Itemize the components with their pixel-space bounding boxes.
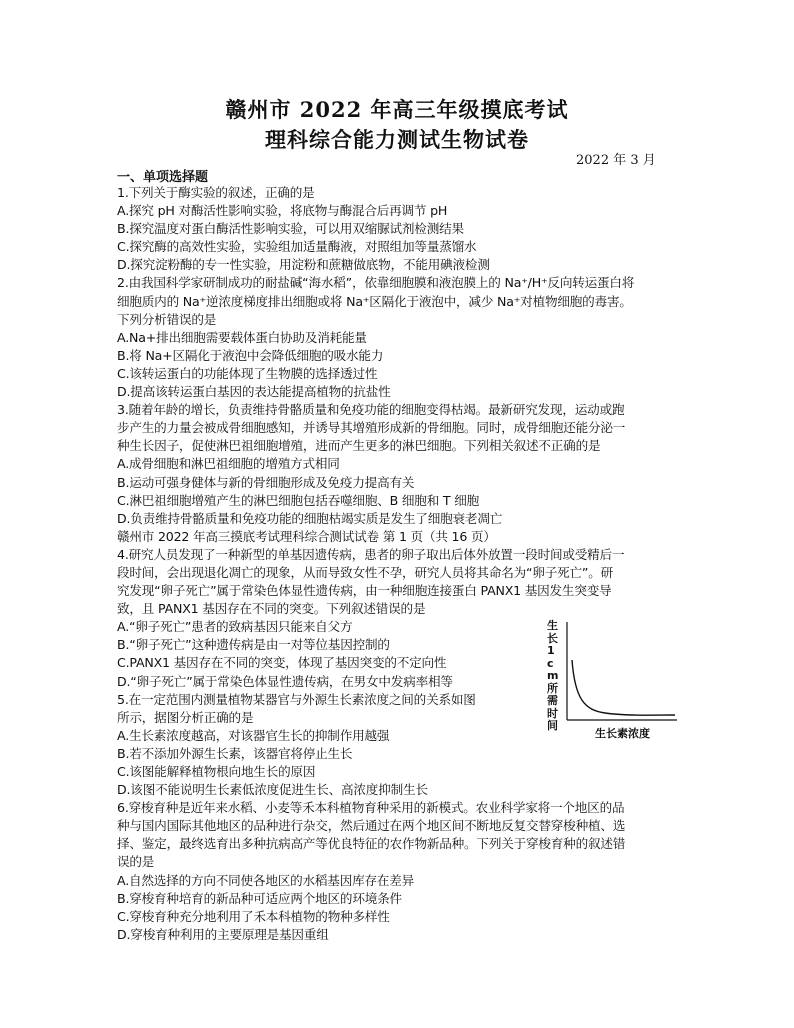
document-title: 赣州市 2022 年高三年级摸底考试 <box>225 97 569 122</box>
text-line: 2.由我国科学家研制成功的耐盐碱“海水稻”，依靠细胞膜和液泡膜上的 Na⁺/H⁺反向转运蛋白将 <box>117 275 635 291</box>
text-line: A.成骨细胞和淋巴祖细胞的增殖方式相同 <box>117 456 340 472</box>
text-line: B.若不添加外源生长素，该器官将停止生长 <box>117 745 353 761</box>
text-line: 3.随着年龄的增长，负责维持骨骼质量和免疫功能的细胞变得枯竭。最新研究发现，运动或跑 <box>117 402 625 418</box>
text-line: C.该转运蛋白的功能体现了生物膜的选择透过性 <box>117 365 378 381</box>
text-line: A.Na+排出细胞需要载体蛋白协助及消耗能量 <box>117 329 367 345</box>
text-line: C.该图能解释植物根向地生长的原因 <box>117 764 316 779</box>
text-line: 种与国内国际其他地区的品种进行杂交，然后通过在两个地区间不断地反复交替穿梭种植、选 <box>117 818 626 834</box>
figure-y-label: 生长1cm所需时间 <box>547 619 559 732</box>
text-line: C.穿梭育种充分地利用了禾本科植物的物种多样性 <box>117 908 390 924</box>
text-line: 段时间，会出现退化凋亡的现象，从而导致女性不孕，研究人员将其命名为“卵子死亡”。研 <box>117 564 614 580</box>
text-line: 致，且 PANX1 基因存在不同的突变。下列叙述错误的是 <box>117 601 426 617</box>
text-line: B.将 Na+区隔化于液泡中会降低细胞的吸水能力 <box>117 347 384 363</box>
text-line: C.淋巴祖细胞增殖产生的淋巴细胞包括吞噬细胞、B 细胞和 T 细胞 <box>117 492 479 508</box>
text-line: 6.穿梭育种是近年来水稻、小麦等禾本科植物育种采用的新模式。农业科学家将一个地区的品 <box>117 800 625 816</box>
text-line: B.“卵子死亡”这种遗传病是由一对等位基因控制的 <box>117 637 390 653</box>
text-line: A.生长素浓度越高，对该器官生长的抑制作用越强 <box>117 727 390 743</box>
growth-figure <box>535 612 685 747</box>
text-line: 4.研究人员发现了一种新型的单基因遗传病，患者的卵子取出后体外放置一段时间或受精后一 <box>117 546 625 562</box>
text-line: 误的是 <box>117 854 155 870</box>
document-subtitle: 理科综合能力测试生物试卷 <box>265 127 529 152</box>
text-line: B.穿梭育种培育的新品种可适应两个地区的环境条件 <box>117 890 402 906</box>
text-line: 所示，据图分析正确的是 <box>117 709 254 725</box>
text-line: D.探究淀粉酶的专一性实验，用淀粉和蔗糖做底物，不能用碘液检测 <box>117 257 490 273</box>
text-line: D.穿梭育种利用的主要原理是基因重组 <box>117 926 329 942</box>
text-line: 赣州市 2022 年高三摸底考试理科综合测试试卷 第 1 页（共 16 页） <box>117 528 496 544</box>
text-line: A.“卵子死亡”患者的致病基因只能来自父方 <box>117 619 353 635</box>
text-line: 5.在一定范围内测量植物某器官与外源生长素浓度之间的关系如图 <box>117 691 476 707</box>
section-heading: 一、单项选择题 <box>117 170 209 185</box>
text-line: 种生长因子，促使淋巴祖细胞增殖，进而产生更多的淋巴细胞。下列相关叙述不正确的是 <box>117 438 601 454</box>
text-line: B.探究温度对蛋白酶活性影响实验，可以用双缩脲试剂检测结果 <box>117 221 464 237</box>
text-line: A.探究 pH 对酶活性影响实验，将底物与酶混合后再调节 pH <box>117 203 448 219</box>
exam-date: 2022 年 3 月 <box>576 153 656 168</box>
text-line: 择、鉴定，最终选育出多种抗病高产等优良特征的农作物新品种。下列关于穿梭育种的叙述错 <box>117 836 626 852</box>
text-line: D.该图不能说明生长素低浓度促进生长、高浓度抑制生长 <box>117 782 428 798</box>
text-line: C.探究酶的高效性实验，实验组加适量酶液，对照组加等量蒸馏水 <box>117 239 477 255</box>
text-line: A.自然选择的方向不同使各地区的水稻基因库存在差异 <box>117 872 415 888</box>
text-line: 步产生的力量会被成骨细胞感知，并诱导其增殖形成新的骨细胞。同时，成骨细胞还能分泌一 <box>117 420 626 436</box>
text-line: 下列分析错误的是 <box>117 311 217 327</box>
text-line: 1.下列关于酶实验的叙述，正确的是 <box>117 185 315 200</box>
text-line: D.负责维持骨骼质量和免疫功能的细胞枯竭实质是发生了细胞衰老凋亡 <box>117 510 503 526</box>
question-body <box>117 184 683 944</box>
text-line: 细胞质内的 Na⁺逆浓度梯度排出细胞或将 Na⁺区隔化于液泡中，减少 Na⁺对植物细胞的毒害。 <box>117 293 632 309</box>
growth-curve <box>572 660 675 715</box>
figure-x-label: 生长素浓度 <box>595 727 650 740</box>
text-line: C.PANX1 基因存在不同的突变，体现了基因突变的不定向性 <box>117 655 447 671</box>
text-line: 究发现“卵子死亡”属于常染色体显性遗传病，由一种细胞连接蛋白 PANX1 基因发生突变导 <box>117 583 612 599</box>
text-line: B.运动可强身健体与新的骨细胞形成及免疫力提高有关 <box>117 474 415 490</box>
text-line: D.提高该转运蛋白基因的表达能提高植物的抗盐性 <box>117 384 391 400</box>
text-line: D.“卵子死亡”属于常染色体显性遗传病，在男女中发病率相等 <box>117 673 453 689</box>
